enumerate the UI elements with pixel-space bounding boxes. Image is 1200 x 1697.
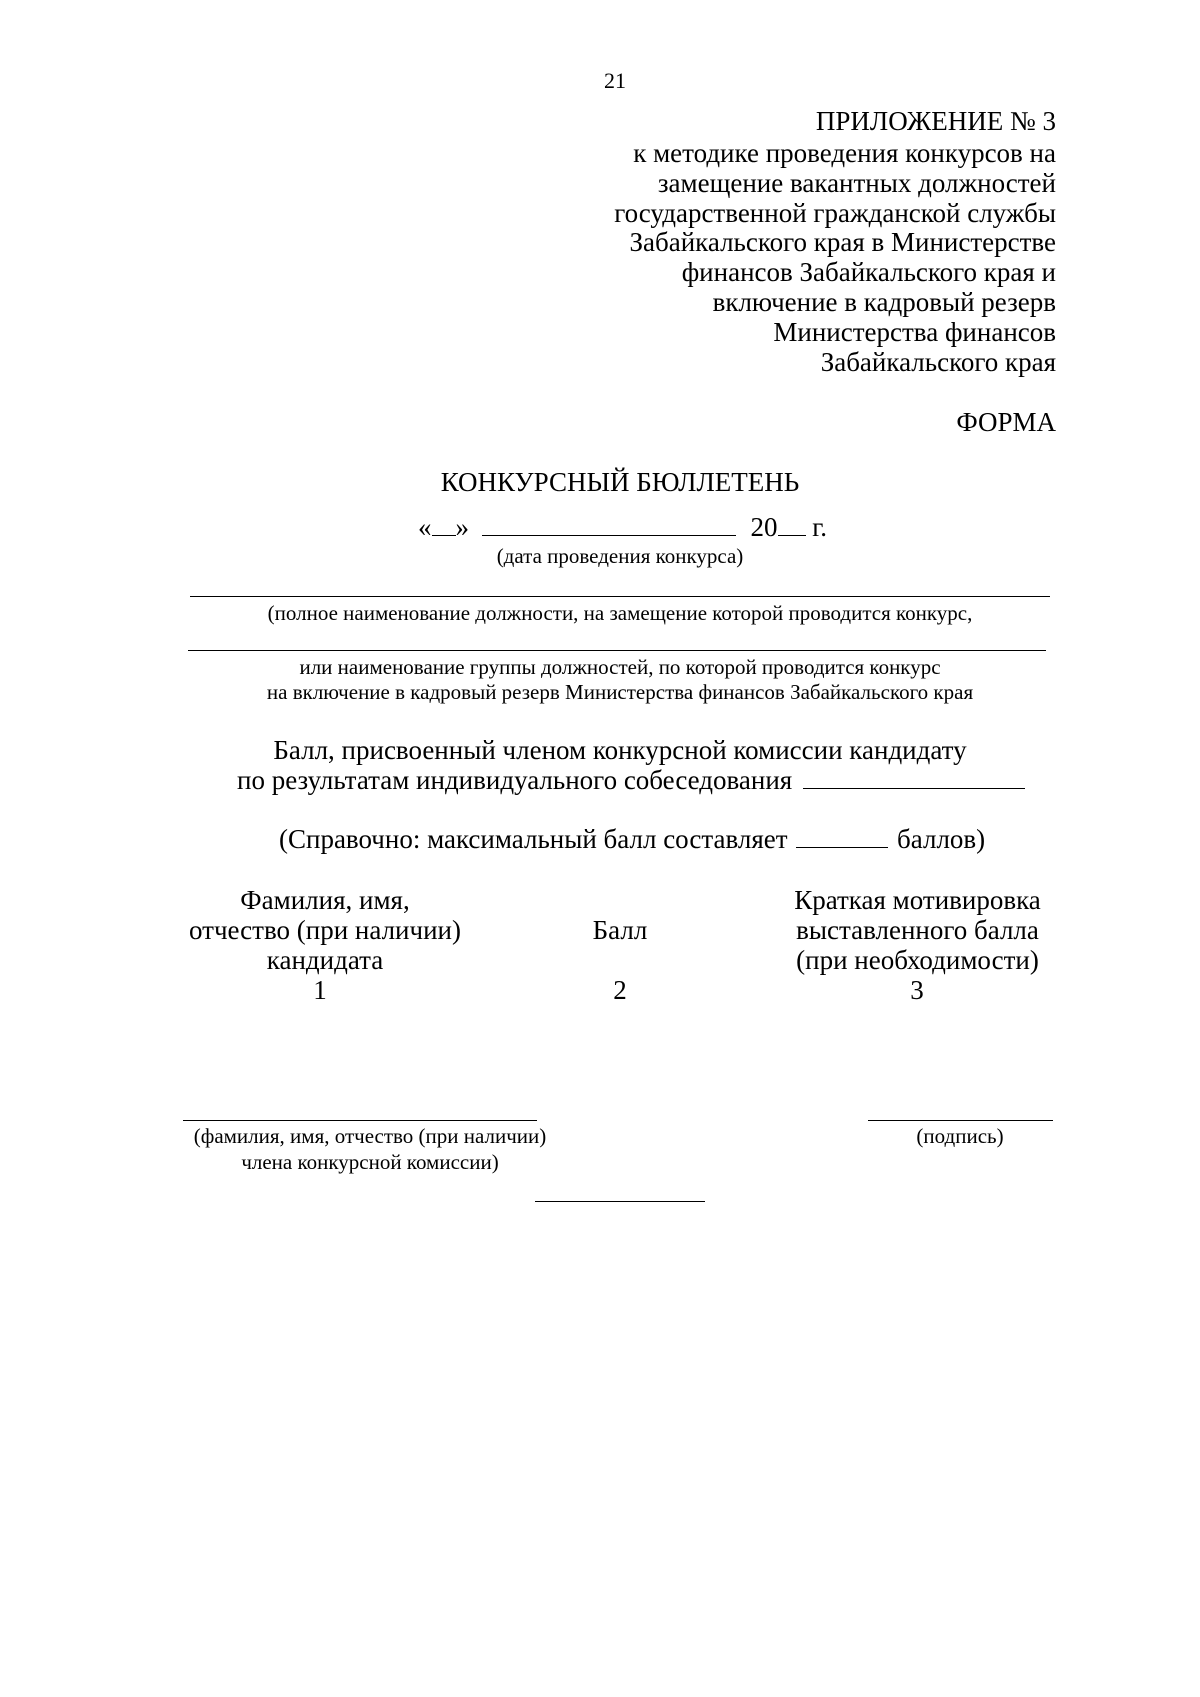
name-caption: (фамилия, имя, отчество (при наличии) — [193, 1124, 547, 1148]
signature-line — [868, 1120, 1053, 1121]
name-signature-line — [183, 1120, 537, 1121]
date-line — [418, 514, 827, 541]
signature-caption: (подпись) — [916, 1124, 1004, 1148]
appendix-line: замещение вакантных должностей — [657, 168, 1056, 198]
day-blank — [432, 535, 456, 536]
appendix-title: ПРИЛОЖЕНИЕ № 3 — [815, 106, 1056, 136]
column-number: 2 — [613, 975, 627, 1005]
name-caption: члена конкурсной комиссии) — [241, 1150, 499, 1174]
col2-header: Балл — [592, 915, 648, 945]
appendix-line: финансов Забайкальского края и — [681, 257, 1056, 287]
bulletin-title: КОНКУРСНЫЙ БЮЛЛЕТЕНЬ — [440, 467, 800, 497]
col3-header: (при необходимости) — [796, 945, 1039, 975]
col3-header: выставленного балла — [796, 915, 1039, 945]
date-caption: (дата проведения конкурса) — [496, 544, 744, 568]
appendix-line: Забайкальского края в Министерстве — [629, 227, 1056, 257]
score-blank — [803, 788, 1025, 789]
appendix-line: государственной гражданской службы — [614, 198, 1056, 228]
reference-suffix: баллов) — [897, 824, 986, 854]
position-caption: (полное наименование должности, на замещение которой проводится конкурс, — [267, 601, 973, 625]
appendix-line: включение в кадровый резерв — [712, 287, 1056, 317]
form-label: ФОРМА — [956, 407, 1056, 437]
score-line-2 — [237, 767, 1025, 794]
appendix-line: Забайкальского края — [820, 347, 1056, 377]
column-number: 1 — [313, 975, 327, 1005]
reference-prefix: (Справочно: максимальный балл составляет — [279, 824, 788, 854]
col1-header: отчество (при наличии) — [189, 915, 461, 945]
position-line — [190, 596, 1050, 597]
year-blank — [778, 535, 806, 536]
col1-header: кандидата — [266, 945, 384, 975]
score-line-1: Балл, присвоенный членом конкурсной комиссии кандидату — [273, 735, 967, 765]
position-caption: или наименование группы должностей, по которой проводится конкурс — [299, 655, 941, 679]
col1-header: Фамилия, имя, — [240, 885, 410, 915]
page-number: 21 — [604, 68, 626, 93]
appendix-line: Министерства финансов — [773, 317, 1056, 347]
appendix-line: к методике проведения конкурсов на — [633, 138, 1056, 168]
date-open-quote: « — [418, 512, 432, 542]
max-score-blank — [796, 847, 888, 848]
score-line-2-text: по результатам индивидуального собеседования — [237, 765, 793, 795]
year-suffix: г. — [812, 512, 828, 542]
reference-line — [279, 826, 985, 853]
position-line — [188, 650, 1046, 651]
closing-line — [535, 1201, 705, 1202]
position-caption: на включение в кадровый резерв Министерства финансов Забайкальского края — [266, 680, 974, 704]
col3-header: Краткая мотивировка — [794, 885, 1041, 915]
year-prefix: 20 — [750, 512, 778, 542]
column-number: 3 — [910, 975, 924, 1005]
date-close-quote: » — [455, 512, 469, 542]
month-blank — [482, 535, 736, 536]
